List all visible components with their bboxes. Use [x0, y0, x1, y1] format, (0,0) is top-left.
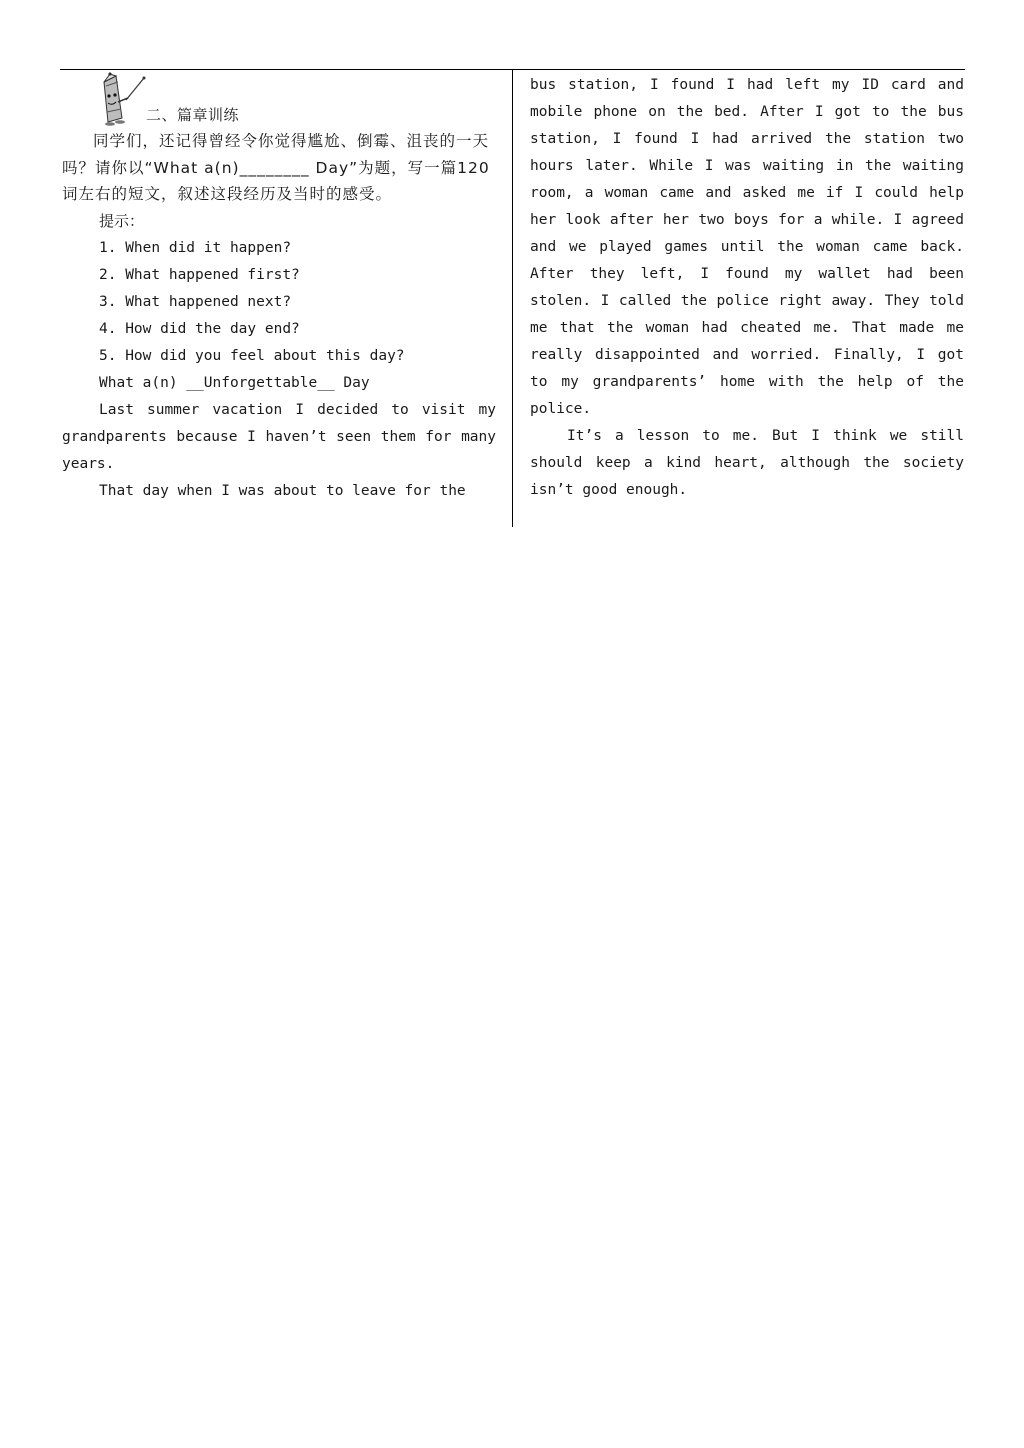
essay-paragraph: That day when I was about to leave for the — [99, 482, 466, 499]
hint-item: 5. How did you feel about this day? — [99, 347, 405, 364]
pencil-teacher-mascot-icon — [96, 72, 148, 126]
hint-item: 3. What happened next? — [99, 293, 292, 310]
essay-paragraph: bus station, I found I had left my ID card and mobile phone on the bed. After I got to the bus station, I found I had arrived the station two hours later. While I was waiting in the waiting room, a woman came and asked me if I could help her look after her two boys for a while. I agreed and we played games until the woman came back. After they left, I found my wallet had been stolen. I called the police right away. They told me that the woman had cheated me. That made me really disappointed and worried. Finally, I got to my grandparents’ home with the help of the police. — [530, 77, 964, 417]
writing-prompt: 同学们，还记得曾经令你觉得尴尬、倒霉、沮丧的一天吗？请你以“What a(n)________ Day”为题，写一篇120词左右的短文，叙述这段经历及当时的感受。 — [62, 132, 490, 203]
left-column — [62, 72, 496, 505]
hints-list — [62, 235, 496, 370]
section-header — [62, 72, 496, 128]
section-title: 二、篇章训练 — [146, 106, 240, 124]
hint-item: 4. How did the day end? — [99, 320, 300, 337]
hints-label: 提示： — [99, 211, 145, 230]
essay-title: What a(n) __Unforgettable__ Day — [99, 374, 370, 391]
essay-paragraph: Last summer vacation I decided to visit my grandparents because I haven’t seen them for many years. — [62, 401, 496, 472]
essay-paragraph: It’s a lesson to me. But I think we still should keep a kind heart, although the society isn’t good enough. — [530, 428, 964, 498]
column-divider — [512, 70, 513, 527]
right-column — [530, 72, 964, 504]
hint-item: 1. When did it happen? — [99, 239, 292, 256]
hint-item: 2. What happened first? — [99, 266, 300, 283]
